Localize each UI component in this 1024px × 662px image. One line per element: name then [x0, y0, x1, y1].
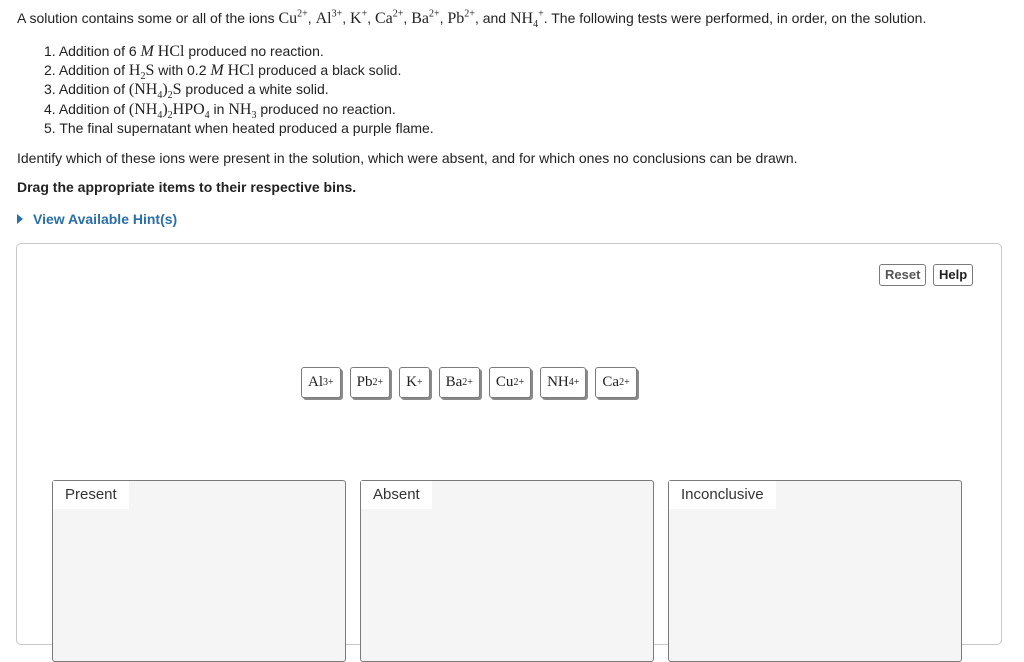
help-button[interactable]: Help: [933, 264, 973, 286]
ion-al: $Al^{3+}$: [315, 8, 343, 27]
triangle-right-icon: [17, 214, 23, 224]
bin-absent[interactable]: [360, 480, 654, 662]
tile-ca[interactable]: Ca 2+: [595, 367, 636, 398]
bin-label: Present: [53, 481, 129, 509]
intro-pre: A solution contains some or all of the ions: [17, 10, 279, 26]
tile-pb[interactable]: Pb 2+: [350, 367, 390, 398]
test-item: 5. The final supernatant when heated produced a purple flame.: [44, 119, 434, 136]
drag-drop-panel: [16, 243, 1002, 645]
reset-button[interactable]: Reset: [879, 264, 926, 286]
bin-label: Absent: [361, 481, 432, 509]
ion-ba: $Ba^{2+}$: [411, 8, 440, 27]
tile-ba[interactable]: Ba 2+: [439, 367, 480, 398]
tile-nh4[interactable]: NH 4 +: [540, 367, 586, 398]
view-hints-link[interactable]: [17, 211, 177, 227]
tile-cu[interactable]: Cu 2+: [489, 367, 531, 398]
bin-present[interactable]: [52, 480, 346, 662]
test-item: 1. Addition of 6 M HCl produced no reaction.: [44, 43, 324, 60]
tile-al[interactable]: Al 3+: [301, 367, 341, 398]
tile-k[interactable]: K +: [399, 367, 429, 398]
bin-inconclusive[interactable]: [668, 480, 962, 662]
test-item: 4. Addition of $(NH_4)_2HPO_4$ in $NH_3$ produced no reaction.: [44, 100, 396, 121]
bin-label: Inconclusive: [669, 481, 776, 509]
ion-nh4: $NH_4^+$: [509, 8, 544, 31]
test-list: [44, 42, 434, 138]
ion-pb: $Pb^{2+}$: [447, 8, 475, 27]
test-item: 3. Addition of $(NH_4)_2S$ produced a white solid.: [44, 81, 329, 102]
instructions-text: Identify which of these ions were present in the solution, which were absent, and for which ones no conclusions can be drawn.: [17, 150, 798, 166]
ion-ca: $Ca^{2+}$: [374, 8, 404, 27]
tile-pool: [301, 367, 637, 398]
drag-instruction: Drag the appropriate items to their respective bins.: [17, 179, 357, 195]
ion-cu: $Cu^{2+}$: [278, 8, 308, 27]
hint-label: View Available Hint(s): [33, 211, 178, 227]
test-item: 2. Addition of $H_2S$ with 0.2 M HCl produced a black solid.: [44, 62, 402, 83]
problem-intro: A solution contains some or all of the ions $Cu^{2+}$, $Al^{3+}$, K+, $Ca^{2+}$, $Ba^{2+}$, $Pb^{2+}$, and $NH_4^+$. The following tests were performed, in order, on the solution.: [17, 8, 927, 31]
ion-k: K+: [350, 8, 368, 27]
